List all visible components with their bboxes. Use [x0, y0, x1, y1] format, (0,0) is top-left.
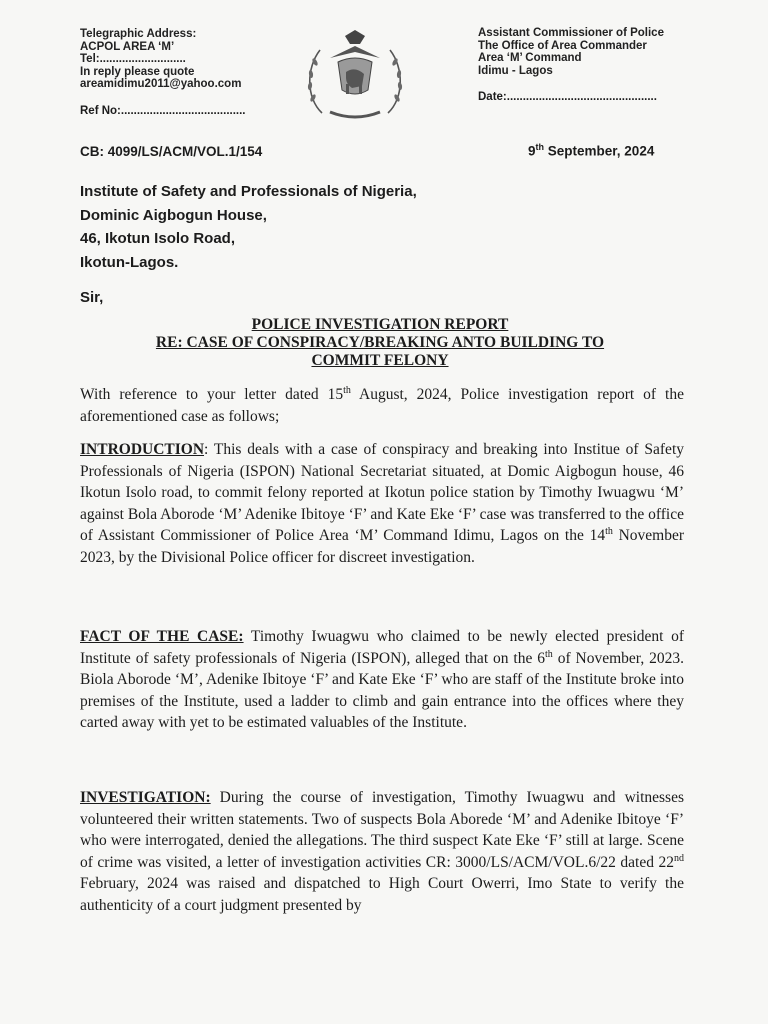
office-title: Assistant Commissioner of Police [478, 27, 664, 39]
fact-of-case-paragraph [80, 626, 684, 734]
reference-text-a: With reference to your letter dated 15 [80, 386, 344, 403]
report-subject-line-1: RE: CASE OF CONSPIRACY/BREAKING ANTO BUILDING TO [155, 334, 605, 351]
email-address: areamidimu2011@yahoo.com [80, 78, 242, 90]
investigation-sup: nd [674, 852, 684, 864]
fact-text-b: of November, 2023. Biola Aborode ‘M’, Adenike Ibitoye ‘F’ and Kate Eke ‘F’ who are staff of the Institute broke into premises of the Institute, used a ladder to climb and gain entrance into the offices where they carted away with yet to be estimated valuables of the Institute. [80, 649, 684, 731]
fact-sup: th [545, 648, 553, 660]
cb-reference: CB: 4099/LS/ACM/VOL.1/154 [80, 144, 263, 159]
date-month-year: September, 2024 [544, 143, 655, 159]
investigation-heading: INVESTIGATION: [80, 789, 211, 806]
investigation-text-b: February, 2024 was raised and dispatched to High Court Owerri, Imo State to verify the authenticity of a court judgment presented by [80, 875, 684, 914]
recipient-line-3: 46, Ikotun Isolo Road, [80, 230, 236, 247]
letterhead-right [478, 27, 768, 77]
recipient-address [80, 180, 417, 274]
office-command: Area ‘M’ Command [478, 52, 582, 64]
introduction-text-b: November 2023, by the Divisional Police officer for discreet investigation. [80, 527, 684, 566]
letter-date [528, 142, 654, 159]
report-subject-line-2: COMMIT FELONY [311, 352, 449, 369]
reply-quote-line: In reply please quote [80, 65, 195, 78]
letterhead-left [80, 28, 241, 91]
office-area-commander: The Office of Area Commander [478, 39, 647, 52]
introduction-paragraph [80, 439, 684, 568]
date-day: 9 [528, 143, 536, 159]
ref-number-line: Ref No:....................................... [80, 105, 246, 117]
recipient-line-4: Ikotun-Lagos. [80, 253, 179, 271]
introduction-heading: INTRODUCTION [80, 441, 205, 458]
investigation-text-a: During the course of investigation, Timothy Iwuagwu and witnesses volunteered their written statements. Two of suspects Bola Aborede ‘M’ and Adenike Ibitoye ‘F’ who were interrogated, denied the allegations. The third suspect Kate Eke ‘F’ still at large. Scene of crime was visited, a letter of investigation activities CR: 3000/LS/ACM/VOL.6/22 dated 22 [80, 789, 684, 871]
telegraphic-address-value: ACPOL AREA ‘M’ [80, 40, 175, 53]
salutation: Sir, [80, 289, 104, 306]
fact-heading: FACT OF THE CASE: [80, 628, 244, 645]
reference-paragraph [80, 384, 684, 427]
introduction-sup: th [605, 525, 613, 537]
recipient-line-1: Institute of Safety and Professionals of Nigeria, [80, 183, 417, 200]
report-title: POLICE INVESTIGATION REPORT [251, 316, 509, 333]
office-location: Idimu - Lagos [478, 64, 553, 77]
introduction-text-a: : This deals with a case of conspiracy and breaking into Institue of Safety Professionals of Nigeria (ISPON) National Secretariat situated, at Domic Aigbogun house, 46 Ikotun Isolo road, to commit felony reported at Ikotun police station by Timothy Iwuagwu ‘M’ against Bola Aborode ‘M’ Adenike Ibitoye ‘F’ and Kate Eke ‘F’ case was transferred to the office of Assistant Commissioner of Police Area ‘M’ Command Idimu, Lagos on the 14 [80, 441, 684, 544]
fact-text-a: Timothy Iwuagwu who claimed to be newly elected president of Institute of safety professionals of Nigeria (ISPON), alleged that on the 6 [80, 628, 684, 667]
nigeria-police-crest-icon [300, 28, 410, 128]
recipient-line-2: Dominic Aigbogun House, [80, 206, 267, 224]
telegraphic-address-label: Telegraphic Address: [80, 28, 197, 40]
reference-sup: th [343, 384, 351, 396]
date-suffix: th [535, 142, 545, 152]
investigation-paragraph [80, 787, 684, 916]
telephone-line: Tel:........................... [80, 53, 186, 65]
date-line: Date:............................................... [478, 91, 657, 103]
reference-text-b: August, 2024, Police investigation report of the aforementioned case as follows; [80, 386, 684, 425]
